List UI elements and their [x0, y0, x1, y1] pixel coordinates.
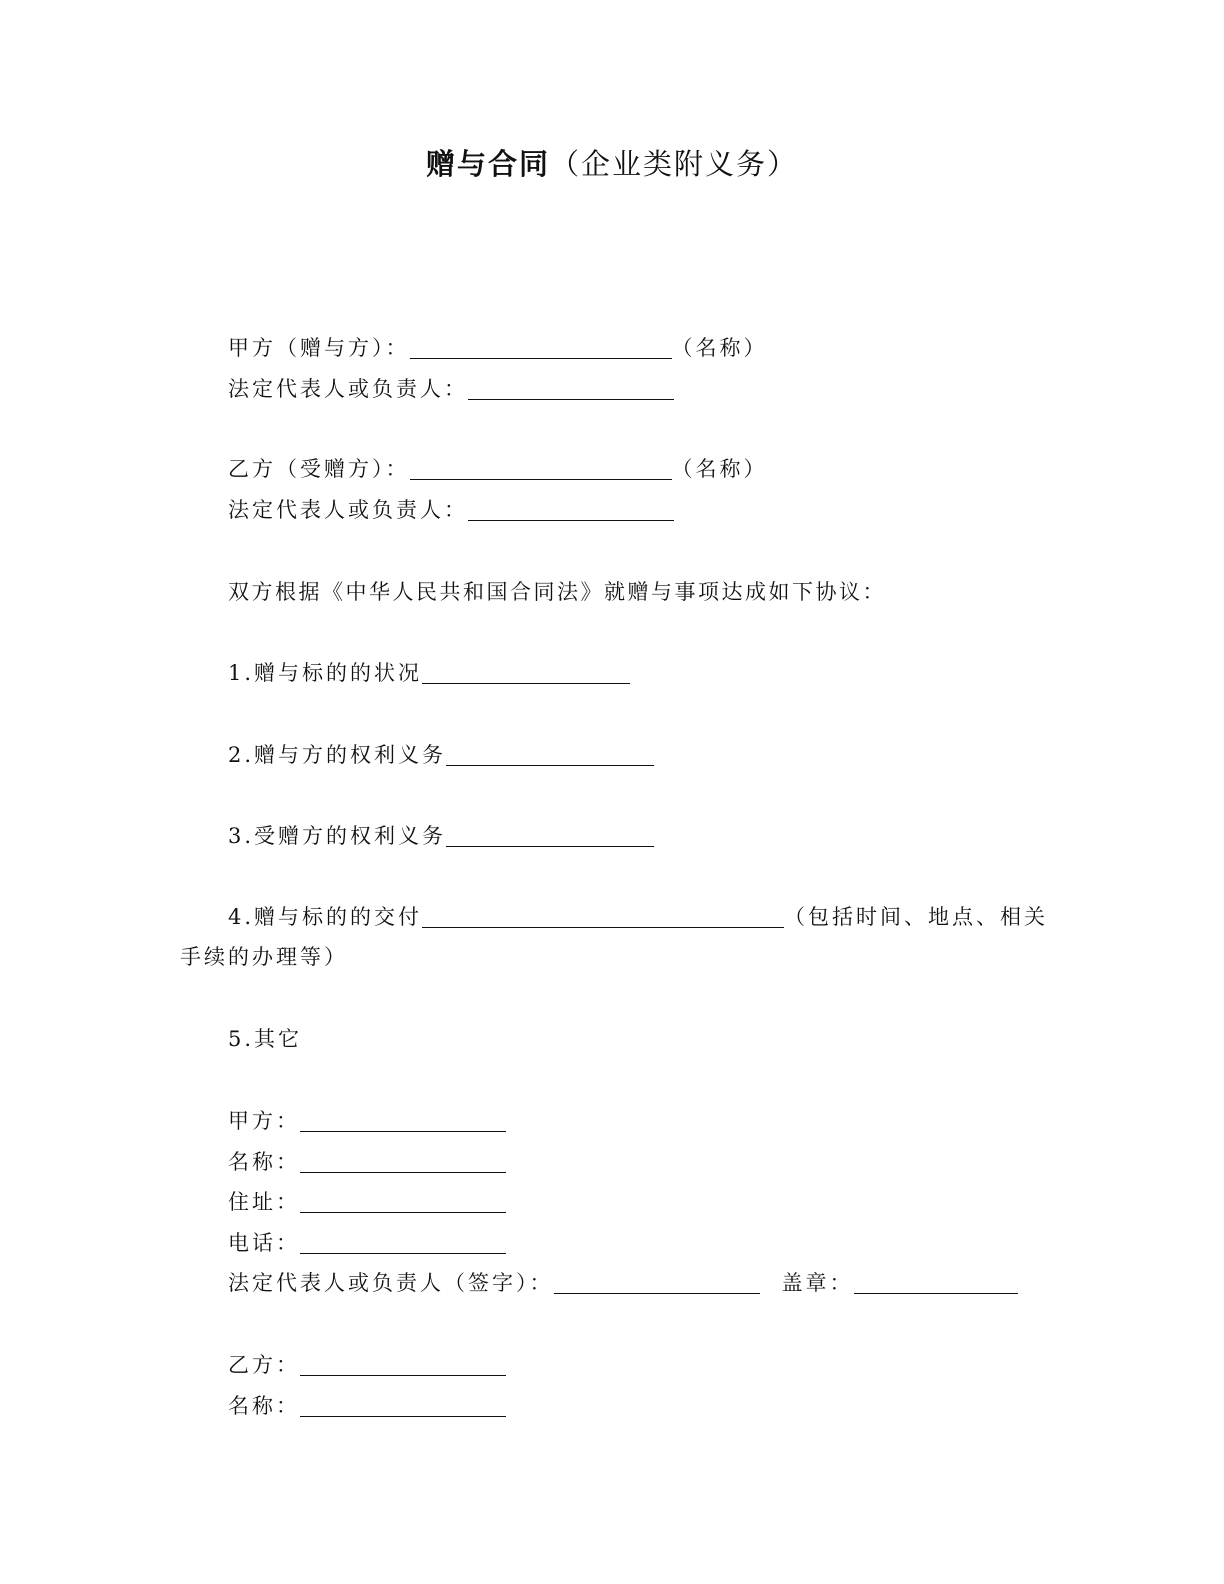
clause-2-field[interactable] — [446, 743, 654, 766]
intro-paragraph: 双方根据《中华人民共和国合同法》就赠与事项达成如下协议： — [228, 580, 886, 604]
party-b-name-field[interactable] — [410, 457, 672, 480]
sig-a-rep-field[interactable] — [554, 1271, 760, 1294]
sig-a-phone-field[interactable] — [300, 1231, 506, 1254]
clause-5: 5.其它 — [228, 1027, 303, 1051]
clause-3 — [228, 821, 654, 851]
party-a-rep-line — [228, 374, 674, 404]
sig-b-party — [228, 1350, 506, 1380]
clause-2-label: 2.赠与方的权利义务 — [228, 743, 447, 767]
sig-b-party-field[interactable] — [300, 1353, 506, 1376]
sig-b-name-label: 名称： — [228, 1394, 300, 1418]
clause-3-field[interactable] — [446, 824, 654, 847]
clause-4-label: 4.赠与标的的交付 — [228, 905, 423, 929]
sig-a-rep — [228, 1268, 1018, 1298]
party-b-label: 乙方（受赠方）： — [228, 457, 410, 481]
sig-b-party-label: 乙方： — [228, 1353, 300, 1377]
title-main: 赠与合同 — [425, 147, 550, 181]
sig-b-name-field[interactable] — [300, 1394, 506, 1417]
sig-a-name-label: 名称： — [228, 1150, 300, 1174]
sig-a-party-field[interactable] — [300, 1109, 506, 1132]
party-a-suffix: （名称） — [671, 336, 768, 360]
party-b-line — [228, 454, 768, 484]
party-b-rep-line — [228, 495, 674, 525]
clause-1-label: 1.赠与标的的状况 — [228, 661, 423, 685]
sig-a-seal-label: 盖章： — [781, 1271, 854, 1295]
title-subtitle: （企业类附义务） — [550, 147, 799, 181]
clause-2 — [228, 740, 654, 770]
sig-a-phone — [228, 1228, 506, 1258]
party-a-rep-label: 法定代表人或负责人： — [228, 377, 468, 401]
sig-b-name — [228, 1391, 506, 1421]
party-a-name-field[interactable] — [410, 336, 672, 359]
party-b-rep-field[interactable] — [468, 498, 674, 521]
sig-a-party-label: 甲方： — [228, 1109, 300, 1133]
clause-4-suffix: （包括时间、地点、相关 — [784, 905, 1049, 929]
sig-a-name-field[interactable] — [300, 1150, 506, 1173]
sig-a-rep-label: 法定代表人或负责人（签字）： — [228, 1271, 554, 1295]
sig-a-phone-label: 电话： — [228, 1231, 300, 1255]
sig-a-seal-field[interactable] — [854, 1271, 1018, 1294]
party-a-rep-field[interactable] — [468, 377, 674, 400]
sig-a-address — [228, 1187, 506, 1217]
clause-4-field[interactable] — [422, 905, 784, 928]
party-a-line — [228, 333, 768, 363]
clause-1 — [228, 658, 630, 688]
party-a-label: 甲方（赠与方）： — [228, 336, 410, 360]
party-b-suffix: （名称） — [671, 457, 768, 481]
clause-1-field[interactable] — [422, 661, 630, 684]
party-b-rep-label: 法定代表人或负责人： — [228, 498, 468, 522]
document-title — [0, 142, 1224, 183]
sig-a-party — [228, 1106, 506, 1136]
clause-4-continuation: 手续的办理等） — [180, 945, 348, 969]
clause-3-label: 3.受赠方的权利义务 — [228, 824, 447, 848]
sig-a-address-label: 住址： — [228, 1190, 300, 1214]
clause-4 — [228, 902, 1048, 932]
sig-a-address-field[interactable] — [300, 1190, 506, 1213]
sig-a-name — [228, 1147, 506, 1177]
